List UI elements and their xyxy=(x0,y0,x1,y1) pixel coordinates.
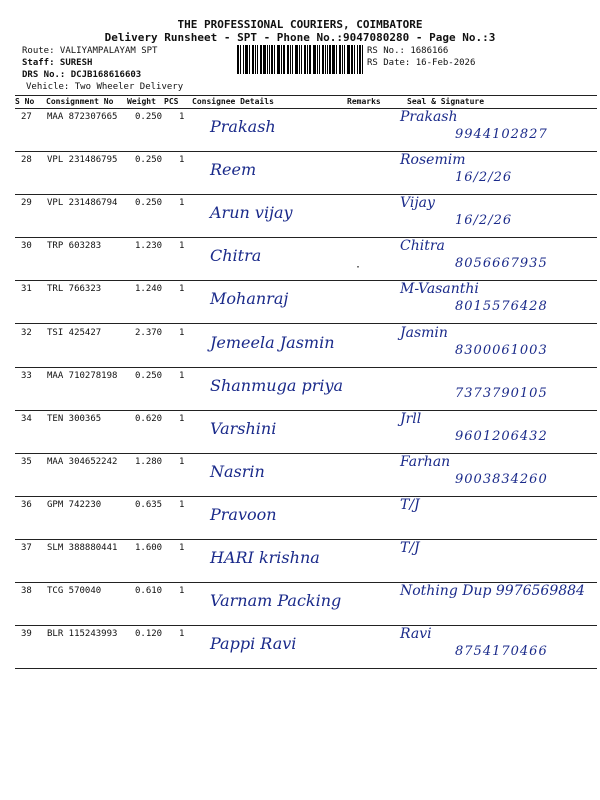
cell-sno: 33 xyxy=(21,370,32,381)
barcode-bar xyxy=(295,45,298,74)
barcode-bar xyxy=(260,45,262,74)
cell-pcs: 1 xyxy=(179,112,185,122)
barcode-bar xyxy=(267,45,268,74)
barcode-bar xyxy=(252,45,254,74)
barcode-bar xyxy=(277,45,280,74)
cell-weight: 1.230 xyxy=(135,241,163,252)
barcode-bar xyxy=(319,45,320,74)
rs-date: RS Date: 16-Feb-2026 xyxy=(367,58,476,68)
barcode-bar xyxy=(240,45,241,74)
phone-handwriting: 16/2/26 xyxy=(455,170,513,186)
signature-handwriting: Nothing Dup 9976569884 xyxy=(400,583,585,600)
barcode-bar xyxy=(347,45,350,74)
barcode-bar xyxy=(290,45,291,74)
consignee-handwriting: Jemeela Jasmin xyxy=(210,332,335,352)
barcode-bar xyxy=(329,45,331,74)
barcode-bar xyxy=(269,45,270,74)
barcode-bar xyxy=(299,45,300,74)
barcode-bar xyxy=(354,45,355,74)
barcode-bar xyxy=(281,45,282,74)
consignee-handwriting: Prakash xyxy=(210,117,276,136)
consignee-handwriting: Arun vijay xyxy=(210,203,293,223)
consignee-handwriting: Shanmuga priya xyxy=(210,375,344,395)
col-signature: Seal & Signature xyxy=(407,97,485,106)
barcode-bar xyxy=(283,45,285,74)
cell-sno: 27 xyxy=(21,112,32,122)
barcode-bar xyxy=(327,45,328,74)
table-row xyxy=(15,325,597,368)
cell-pcs: 1 xyxy=(179,413,185,424)
cell-consignment: SLM 388880441 xyxy=(47,543,118,553)
cell-pcs: 1 xyxy=(179,370,185,381)
signature-handwriting: T/J xyxy=(400,496,420,513)
cell-weight: 1.280 xyxy=(135,456,163,467)
consignee-handwriting: Varshini xyxy=(210,418,277,438)
consignee-handwriting: HARI krishna xyxy=(210,548,320,567)
table-header xyxy=(15,96,597,108)
cell-weight: 2.370 xyxy=(135,327,163,338)
table-row xyxy=(15,238,597,281)
cell-pcs: 1 xyxy=(179,456,185,467)
col-consignment: Consignment No xyxy=(46,97,114,106)
barcode-bar xyxy=(313,45,316,74)
phone-handwriting: 8015576428 xyxy=(455,299,548,315)
table-row xyxy=(15,411,597,454)
phone-handwriting: 8056667935 xyxy=(455,256,548,272)
barcode-bar xyxy=(342,45,343,74)
cell-pcs: 1 xyxy=(179,327,185,338)
signature-handwriting: Prakash xyxy=(400,109,458,125)
phone-handwriting: 9944102827 xyxy=(455,127,548,142)
cell-consignment: VPL 231486795 xyxy=(47,155,118,166)
signature-handwriting: Jasmin xyxy=(400,324,448,341)
consignee-handwriting: Varnam Packing xyxy=(210,591,342,611)
table-row xyxy=(15,368,597,411)
barcode-bar xyxy=(344,45,345,74)
cell-sno: 30 xyxy=(21,241,32,252)
cell-consignment: TSI 425427 xyxy=(47,327,102,338)
signature-handwriting: Farhan xyxy=(400,453,451,470)
barcode-bar xyxy=(243,45,244,74)
consignee-handwriting: Pappi Ravi xyxy=(210,634,297,654)
cell-weight: 0.250 xyxy=(135,112,163,122)
barcode-bar xyxy=(336,45,337,74)
barcode-bar xyxy=(309,45,311,74)
cell-sno: 36 xyxy=(21,499,32,510)
cell-pcs: 1 xyxy=(179,198,185,209)
cell-weight: 0.120 xyxy=(135,629,163,640)
cell-pcs: 1 xyxy=(179,499,185,510)
cell-sno: 37 xyxy=(21,543,32,553)
barcode-bar xyxy=(307,45,308,74)
rs-number: RS No.: 1686166 xyxy=(367,46,449,56)
cell-pcs: 1 xyxy=(179,155,185,166)
cell-weight: 1.240 xyxy=(135,284,163,295)
barcode-bar xyxy=(292,45,293,74)
cell-consignment: TRP 603283 xyxy=(47,241,102,252)
phone-handwriting: 7373790105 xyxy=(455,385,548,401)
phone-handwriting: 16/2/26 xyxy=(455,213,513,229)
table-row xyxy=(15,497,597,540)
cell-consignment: VPL 231486794 xyxy=(47,198,118,209)
col-sno: S No xyxy=(15,97,35,106)
vehicle-label: Vehicle: Two Wheeler Delivery xyxy=(26,82,184,92)
stray-mark: · xyxy=(355,262,362,273)
staff-label: Staff: SURESH xyxy=(22,58,93,68)
cell-weight: 0.250 xyxy=(135,370,163,381)
barcode-bar xyxy=(301,45,302,74)
cell-consignment: MAA 304652242 xyxy=(47,456,118,467)
cell-sno: 34 xyxy=(21,413,32,424)
cell-consignment: MAA 872307665 xyxy=(47,112,118,122)
cell-consignment: BLR 115243993 xyxy=(47,629,118,640)
cell-weight: 0.620 xyxy=(135,413,163,424)
cell-pcs: 1 xyxy=(179,543,185,553)
cell-weight: 0.635 xyxy=(135,499,163,510)
barcode-bar xyxy=(287,45,289,74)
barcode-bar xyxy=(304,45,306,74)
barcode-bar xyxy=(317,45,318,74)
table-row xyxy=(15,583,597,626)
consignee-handwriting: Mohanraj xyxy=(210,289,289,309)
barcode-bar xyxy=(359,45,361,74)
barcode-bar xyxy=(362,45,363,74)
drs-label: DRS No.: DCJB168616603 xyxy=(22,70,142,80)
table-row xyxy=(15,109,597,152)
barcode-bar xyxy=(263,45,266,74)
barcode-bar xyxy=(351,45,353,74)
consignee-handwriting: Reem xyxy=(210,160,257,180)
signature-handwriting: Chitra xyxy=(400,238,445,255)
signature-handwriting: Rosemim xyxy=(400,152,466,169)
phone-handwriting: 8754170466 xyxy=(455,644,548,660)
cell-consignment: TRL 766323 xyxy=(47,284,102,295)
phone-handwriting: 9003834260 xyxy=(455,471,548,487)
cell-pcs: 1 xyxy=(179,241,185,252)
cell-consignment: TCG 570040 xyxy=(47,586,102,597)
phone-handwriting: 9601206432 xyxy=(455,428,548,444)
barcode-bar xyxy=(249,45,250,74)
phone-handwriting: 8300061003 xyxy=(455,342,548,358)
cell-sno: 31 xyxy=(21,284,32,295)
cell-pcs: 1 xyxy=(179,284,185,295)
table-row xyxy=(15,454,597,497)
cell-sno: 38 xyxy=(21,586,32,597)
signature-handwriting: Ravi xyxy=(400,626,432,643)
col-pcs: PCS xyxy=(164,97,179,106)
document-subtitle: Delivery Runsheet - SPT - Phone No.:9047080280 - Page No.:3 xyxy=(104,31,496,44)
cell-consignment: GPM 742230 xyxy=(47,499,102,510)
barcode-bar xyxy=(237,45,239,74)
barcode-bar xyxy=(357,45,358,74)
cell-pcs: 1 xyxy=(179,629,185,640)
col-remarks: Remarks xyxy=(347,97,381,106)
signature-handwriting: M-Vasanthi xyxy=(400,281,479,298)
cell-consignment: MAA 710278198 xyxy=(47,370,118,381)
barcode-bar xyxy=(274,45,275,74)
barcode-bar xyxy=(339,45,341,74)
table-row xyxy=(15,540,597,583)
signature-handwriting: T/J xyxy=(400,540,420,556)
cell-sno: 28 xyxy=(21,155,32,166)
col-consignee: Consignee Details xyxy=(192,97,274,106)
barcode-bar xyxy=(322,45,324,74)
barcode-bar xyxy=(255,45,256,74)
barcode xyxy=(237,45,365,74)
cell-pcs: 1 xyxy=(179,586,185,597)
cell-sno: 29 xyxy=(21,198,32,209)
table-row xyxy=(15,281,597,324)
route-label: Route: VALIYAMPALAYAM SPT xyxy=(22,46,158,56)
cell-weight: 0.250 xyxy=(135,198,163,209)
cell-weight: 0.250 xyxy=(135,155,163,166)
signature-handwriting: Jrll xyxy=(400,410,422,427)
cell-sno: 32 xyxy=(21,327,32,338)
cell-weight: 1.600 xyxy=(135,543,163,553)
table-row xyxy=(15,626,597,669)
table-row xyxy=(15,195,597,238)
consignee-handwriting: Chitra xyxy=(210,246,262,266)
consignee-handwriting: Pravoon xyxy=(210,504,277,524)
barcode-bar xyxy=(271,45,273,74)
cell-weight: 0.610 xyxy=(135,586,163,597)
barcode-bar xyxy=(245,45,248,74)
barcode-bar xyxy=(332,45,335,74)
col-weight: Weight xyxy=(127,97,156,106)
barcode-bar xyxy=(257,45,258,74)
cell-consignment: TEN 300365 xyxy=(47,413,102,424)
row-divider xyxy=(15,668,597,669)
table-row xyxy=(15,152,597,195)
cell-sno: 39 xyxy=(21,629,32,640)
barcode-bar xyxy=(325,45,326,74)
signature-handwriting: Vijay xyxy=(400,195,435,212)
consignee-handwriting: Nasrin xyxy=(210,461,265,481)
cell-sno: 35 xyxy=(21,456,32,467)
document-title: THE PROFESSIONAL COURIERS, COIMBATORE xyxy=(177,18,423,31)
